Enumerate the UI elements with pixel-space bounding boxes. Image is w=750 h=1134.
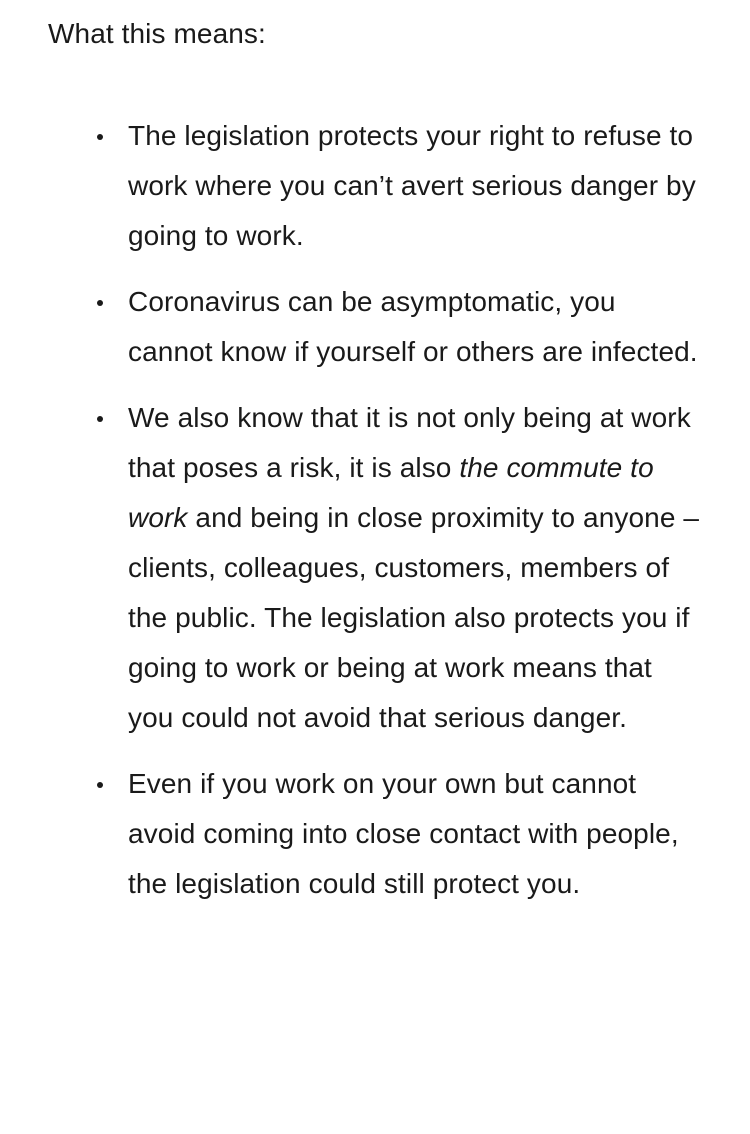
list-item-text: Coronavirus can be asymptomatic, you cannot know if yourself or others are infected.	[128, 286, 698, 367]
list-item-text: Even if you work on your own but cannot avoid coming into close contact with people, the legislation could still protect you.	[128, 768, 679, 899]
list-item-text: The legislation protects your right to refuse to work where you can’t avert serious danger by going to work.	[128, 120, 696, 251]
list-item	[48, 393, 702, 743]
list-item	[48, 111, 702, 261]
list-item-emphasis: the commute to work	[128, 452, 654, 533]
list-item	[48, 277, 702, 377]
bullet-icon	[97, 782, 103, 788]
list-item	[48, 759, 702, 909]
bullet-list	[48, 111, 702, 909]
bullet-icon	[97, 416, 103, 422]
bullet-icon	[97, 300, 103, 306]
intro-heading: What this means:	[48, 18, 266, 49]
bullet-icon	[97, 134, 103, 140]
list-item-text-after: and being in close proximity to anyone – clients, colleagues, customers, members of the public. The legislation also protects you if going to work or being at work means that you could not avoid that serious danger.	[128, 502, 700, 733]
list-item-text-before: We also know that it is not only being at work that poses a risk, it is also	[128, 402, 691, 483]
